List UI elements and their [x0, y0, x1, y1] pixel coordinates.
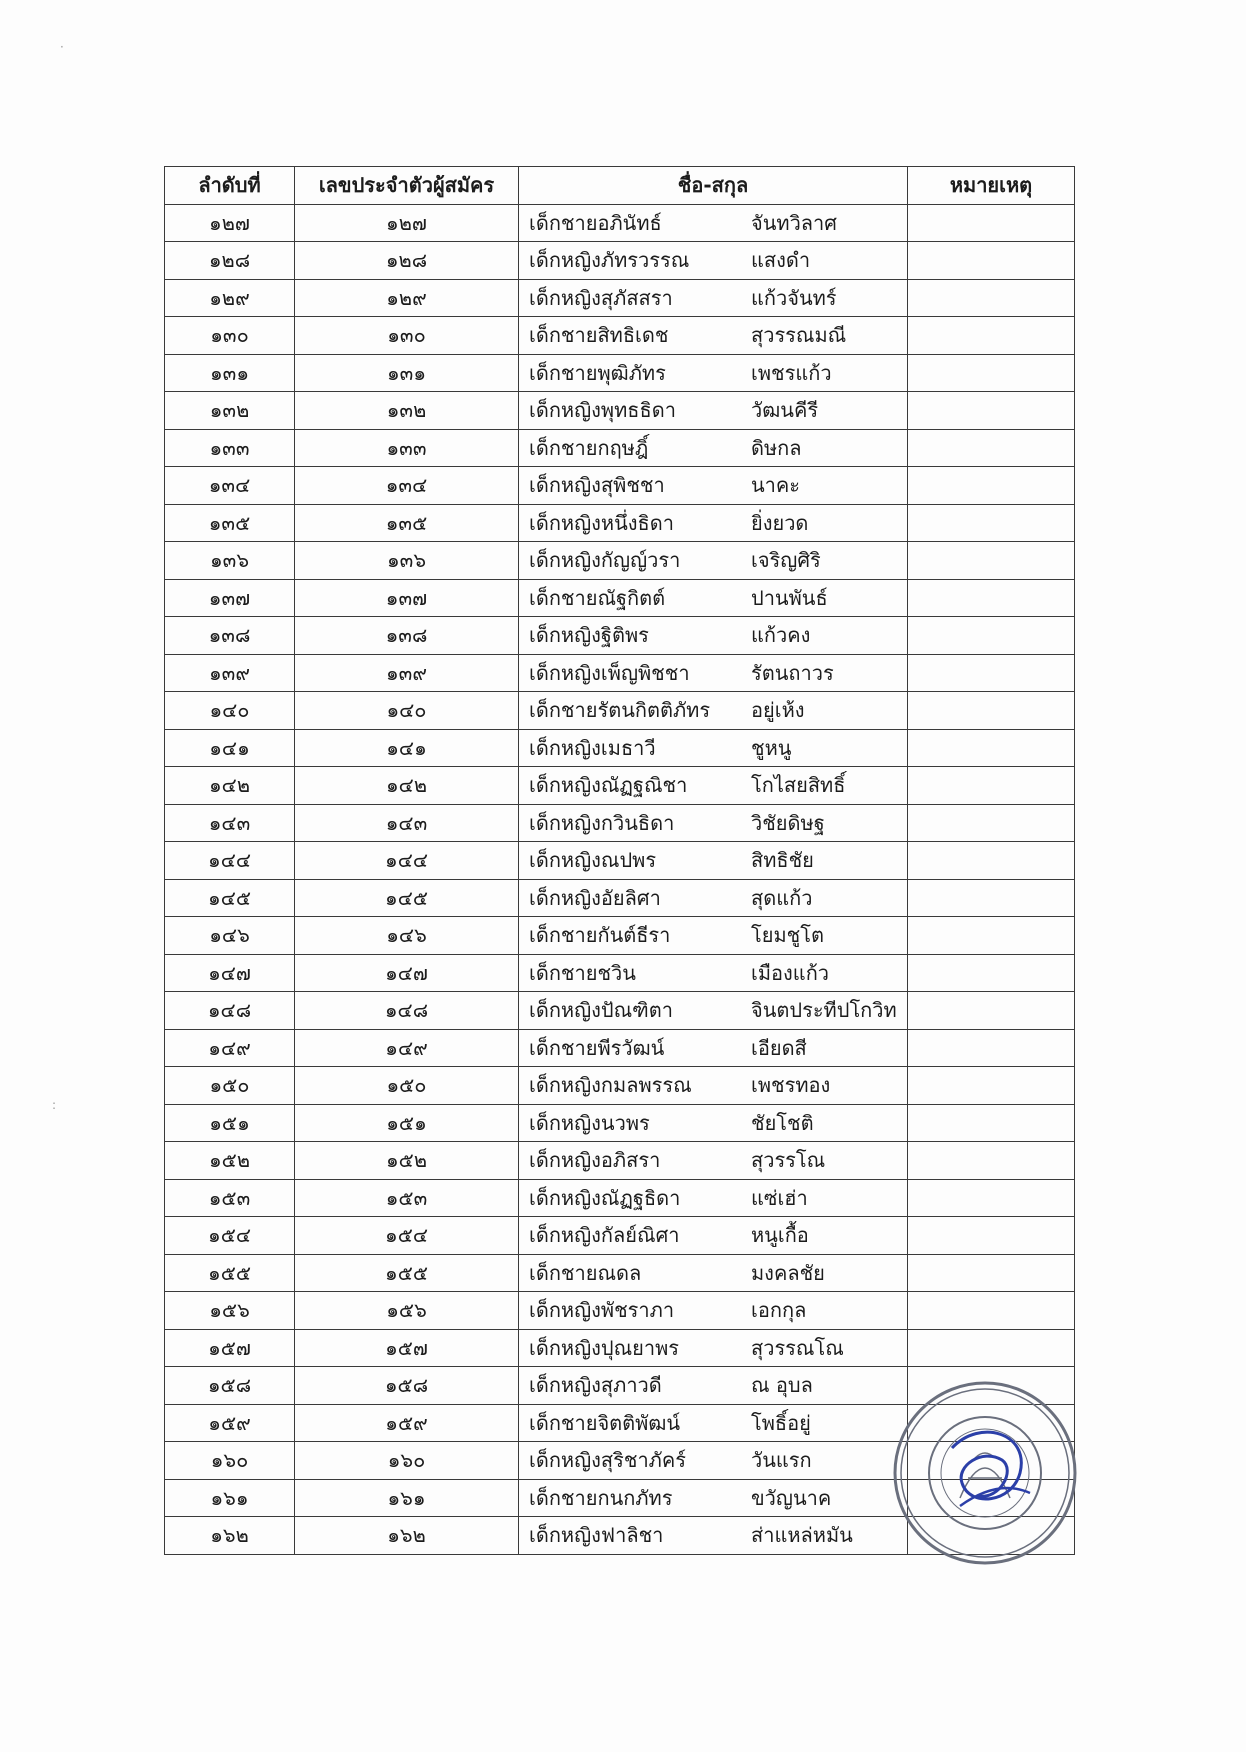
table-row [165, 1329, 1075, 1367]
remarks-cell [908, 1067, 1075, 1105]
table-row [165, 954, 1075, 992]
order-number: ๑๓๔ [165, 467, 295, 505]
last-name: แซ่เฮ่า [751, 1185, 808, 1210]
order-number: ๑๔๔ [165, 842, 295, 880]
table-row [165, 1179, 1075, 1217]
applicant-id: ๑๓๙ [295, 654, 519, 692]
applicant-id: ๑๕๘ [295, 1367, 519, 1405]
full-name-cell [519, 1404, 908, 1442]
remarks-cell [908, 204, 1075, 242]
last-name: เพชรแก้ว [751, 360, 832, 385]
last-name: สุวรรโณ [751, 1148, 826, 1173]
remarks-cell [908, 1029, 1075, 1067]
order-number: ๑๓๖ [165, 542, 295, 580]
order-number: ๑๓๘ [165, 617, 295, 655]
applicant-id: ๑๓๐ [295, 317, 519, 355]
first-name: เด็กหญิงปัณฑิตา [529, 998, 673, 1023]
first-name: เด็กหญิงกวินธิดา [529, 810, 675, 835]
remarks-cell [908, 617, 1075, 655]
table-row [165, 279, 1075, 317]
first-name: เด็กชายชวิน [529, 960, 636, 985]
full-name-cell [519, 879, 908, 917]
last-name: แก้วคง [751, 623, 811, 648]
last-name: หนูเกื้อ [751, 1223, 809, 1248]
applicant-table-wrapper [164, 166, 1074, 1555]
table-row [165, 692, 1075, 730]
remarks-cell [908, 317, 1075, 355]
applicant-id: ๑๔๐ [295, 692, 519, 730]
applicant-id: ๑๒๘ [295, 242, 519, 280]
last-name: ส่าแหล่หมัน [751, 1523, 853, 1548]
order-number: ๑๓๑ [165, 354, 295, 392]
remarks-cell [908, 917, 1075, 955]
full-name-cell [519, 504, 908, 542]
first-name: เด็กชายกนกภัทร [529, 1485, 673, 1510]
last-name: วันแรก [751, 1448, 812, 1473]
order-number: ๑๕๕ [165, 1254, 295, 1292]
last-name: มงคลชัย [751, 1260, 825, 1285]
last-name: ปานพันธ์ [751, 585, 828, 610]
first-name: เด็กหญิงกัลย์ณิศา [529, 1223, 680, 1248]
first-name: เด็กหญิงหนึ่งธิดา [529, 510, 674, 535]
order-number: ๑๓๐ [165, 317, 295, 355]
table-row [165, 1217, 1075, 1255]
first-name: เด็กหญิงอัยลิศา [529, 885, 661, 910]
applicant-id: ๑๕๑ [295, 1104, 519, 1142]
applicant-id: ๑๔๙ [295, 1029, 519, 1067]
remarks-cell [908, 504, 1075, 542]
full-name-cell [519, 1104, 908, 1142]
full-name-cell [519, 1067, 908, 1105]
header-full-name: ชื่อ-สกุล [519, 167, 908, 205]
table-row [165, 617, 1075, 655]
applicant-id: ๑๓๘ [295, 617, 519, 655]
paper-speck: · [60, 40, 64, 54]
order-number: ๑๓๓ [165, 429, 295, 467]
order-number: ๑๕๖ [165, 1292, 295, 1330]
first-name: เด็กหญิงเมธาวี [529, 735, 656, 760]
table-row [165, 654, 1075, 692]
remarks-cell [908, 954, 1075, 992]
first-name: เด็กหญิงกมลพรรณ [529, 1073, 692, 1098]
applicant-id: ๑๕๐ [295, 1067, 519, 1105]
applicant-id: ๑๕๒ [295, 1142, 519, 1180]
last-name: จินตประทีปโกวิท [751, 998, 897, 1023]
order-number: ๑๒๘ [165, 242, 295, 280]
table-row [165, 542, 1075, 580]
order-number: ๑๔๕ [165, 879, 295, 917]
school-seal-stamp [890, 1378, 1080, 1568]
order-number: ๑๓๙ [165, 654, 295, 692]
applicant-id: ๑๕๔ [295, 1217, 519, 1255]
first-name: เด็กหญิงณัฏฐธิดา [529, 1185, 681, 1210]
full-name-cell [519, 654, 908, 692]
full-name-cell [519, 992, 908, 1030]
full-name-cell [519, 804, 908, 842]
order-number: ๑๕๔ [165, 1217, 295, 1255]
table-header-row [165, 167, 1075, 205]
full-name-cell [519, 1029, 908, 1067]
first-name: เด็กหญิงสุริชาภัคร์ [529, 1448, 686, 1473]
full-name-cell [519, 1217, 908, 1255]
table-row [165, 1142, 1075, 1180]
table-row [165, 579, 1075, 617]
last-name: ขวัญนาค [751, 1485, 832, 1510]
remarks-cell [908, 692, 1075, 730]
last-name: อยู่เห้ง [751, 698, 805, 723]
last-name: แสงดำ [751, 248, 811, 273]
first-name: เด็กหญิงกัญญ์วรา [529, 548, 681, 573]
remarks-cell [908, 1254, 1075, 1292]
last-name: ชัยโชติ [751, 1110, 814, 1135]
last-name: วิชัยดิษฐ [751, 810, 825, 835]
order-number: ๑๔๗ [165, 954, 295, 992]
applicant-id: ๑๖๑ [295, 1479, 519, 1517]
first-name: เด็กชายณดล [529, 1260, 642, 1285]
remarks-cell [908, 879, 1075, 917]
last-name: ยิ่งยวด [751, 510, 809, 535]
full-name-cell [519, 729, 908, 767]
first-name: เด็กหญิงภัทรวรรณ [529, 248, 690, 273]
remarks-cell [908, 992, 1075, 1030]
remarks-cell [908, 654, 1075, 692]
last-name: สิทธิชัย [751, 848, 814, 873]
full-name-cell [519, 1479, 908, 1517]
last-name: โยมชูโต [751, 923, 824, 948]
applicant-id: ๑๒๙ [295, 279, 519, 317]
full-name-cell [519, 429, 908, 467]
remarks-cell [908, 467, 1075, 505]
table-row [165, 879, 1075, 917]
order-number: ๑๓๒ [165, 392, 295, 430]
order-number: ๑๓๗ [165, 579, 295, 617]
applicant-id: ๑๕๕ [295, 1254, 519, 1292]
applicant-id: ๑๔๗ [295, 954, 519, 992]
full-name-cell [519, 467, 908, 505]
full-name-cell [519, 1142, 908, 1180]
applicant-id: ๑๔๖ [295, 917, 519, 955]
applicant-id: ๑๔๕ [295, 879, 519, 917]
full-name-cell [519, 1367, 908, 1405]
last-name: เอกกุล [751, 1298, 807, 1323]
order-number: ๑๖๐ [165, 1442, 295, 1480]
remarks-cell [908, 279, 1075, 317]
remarks-cell [908, 767, 1075, 805]
applicant-id: ๑๔๒ [295, 767, 519, 805]
applicant-id: ๑๒๗ [295, 204, 519, 242]
header-applicant-id: เลขประจำตัวผู้สมัคร [295, 167, 519, 205]
last-name: สุวรรณมณี [751, 323, 847, 348]
remarks-cell [908, 579, 1075, 617]
last-name: สุดแก้ว [751, 885, 813, 910]
applicant-table [164, 166, 1075, 1555]
remarks-cell [908, 1329, 1075, 1367]
applicant-id: ๑๕๖ [295, 1292, 519, 1330]
order-number: ๑๕๗ [165, 1329, 295, 1367]
order-number: ๑๔๑ [165, 729, 295, 767]
order-number: ๑๕๒ [165, 1142, 295, 1180]
table-row [165, 317, 1075, 355]
order-number: ๑๕๐ [165, 1067, 295, 1105]
full-name-cell [519, 392, 908, 430]
first-name: เด็กชายสิทธิเดช [529, 323, 669, 348]
first-name: เด็กหญิงณปพร [529, 848, 657, 873]
order-number: ๑๔๘ [165, 992, 295, 1030]
last-name: นาคะ [751, 473, 801, 498]
table-row [165, 354, 1075, 392]
last-name: เพชรทอง [751, 1073, 831, 1098]
first-name: เด็กหญิงฟาลิชา [529, 1523, 664, 1548]
last-name: แก้วจันทร์ [751, 285, 837, 310]
order-number: ๑๔๐ [165, 692, 295, 730]
applicant-id: ๑๕๓ [295, 1179, 519, 1217]
order-number: ๑๒๙ [165, 279, 295, 317]
table-row [165, 1254, 1075, 1292]
paper-speck: : [52, 1098, 57, 1112]
order-number: ๑๖๑ [165, 1479, 295, 1517]
remarks-cell [908, 1217, 1075, 1255]
last-name: จันทวิลาศ [751, 210, 837, 235]
table-row [165, 242, 1075, 280]
table-body [165, 204, 1075, 1554]
last-name: เมืองแก้ว [751, 960, 830, 985]
first-name: เด็กชายณัฐกิตต์ [529, 585, 666, 610]
full-name-cell [519, 204, 908, 242]
remarks-cell [908, 729, 1075, 767]
applicant-id: ๑๔๓ [295, 804, 519, 842]
table-row [165, 1104, 1075, 1142]
order-number: ๑๕๘ [165, 1367, 295, 1405]
first-name: เด็กหญิงนวพร [529, 1110, 650, 1135]
order-number: ๑๖๒ [165, 1517, 295, 1555]
order-number: ๑๕๙ [165, 1404, 295, 1442]
first-name: เด็กหญิงอภิสรา [529, 1148, 661, 1173]
full-name-cell [519, 542, 908, 580]
remarks-cell [908, 429, 1075, 467]
first-name: เด็กหญิงพุทธธิดา [529, 398, 676, 423]
applicant-id: ๑๕๗ [295, 1329, 519, 1367]
first-name: เด็กชายพุฒิภัทร [529, 360, 666, 385]
table-row [165, 204, 1075, 242]
full-name-cell [519, 954, 908, 992]
full-name-cell [519, 617, 908, 655]
applicant-id: ๑๓๔ [295, 467, 519, 505]
table-row [165, 767, 1075, 805]
full-name-cell [519, 1442, 908, 1480]
applicant-id: ๑๔๔ [295, 842, 519, 880]
first-name: เด็กหญิงปุณยาพร [529, 1335, 680, 1360]
last-name: วัฒนคีรี [751, 398, 819, 423]
applicant-id: ๑๕๙ [295, 1404, 519, 1442]
last-name: เจริญศิริ [751, 548, 821, 573]
last-name: สุวรรณโณ [751, 1335, 844, 1360]
remarks-cell [908, 392, 1075, 430]
table-row [165, 804, 1075, 842]
full-name-cell [519, 579, 908, 617]
applicant-id: ๑๔๑ [295, 729, 519, 767]
full-name-cell [519, 279, 908, 317]
remarks-cell [908, 1292, 1075, 1330]
full-name-cell [519, 767, 908, 805]
table-row [165, 1292, 1075, 1330]
first-name: เด็กหญิงพัชราภา [529, 1298, 675, 1323]
order-number: ๑๔๖ [165, 917, 295, 955]
last-name: ชูหนู [751, 735, 792, 760]
first-name: เด็กชายอภินัทธ์ [529, 210, 662, 235]
first-name: เด็กหญิงสุภัสสรา [529, 285, 673, 310]
full-name-cell [519, 242, 908, 280]
last-name: ณ อุบล [751, 1373, 813, 1398]
remarks-cell [908, 1179, 1075, 1217]
full-name-cell [519, 354, 908, 392]
last-name: รัตนถาวร [751, 660, 834, 685]
table-row [165, 467, 1075, 505]
full-name-cell [519, 317, 908, 355]
first-name: เด็กชายรัตนกิตติภัทร [529, 698, 711, 723]
table-row [165, 992, 1075, 1030]
last-name: เอียดสี [751, 1035, 807, 1060]
first-name: เด็กชายกันต์ธีรา [529, 923, 671, 948]
table-row [165, 842, 1075, 880]
applicant-id: ๑๓๗ [295, 579, 519, 617]
first-name: เด็กหญิงฐิติพร [529, 623, 649, 648]
table-row [165, 1067, 1075, 1105]
applicant-id: ๑๓๖ [295, 542, 519, 580]
last-name: ดิษกล [751, 435, 802, 460]
applicant-id: ๑๓๓ [295, 429, 519, 467]
first-name: เด็กชายกฤษฎิ์ [529, 435, 649, 460]
remarks-cell [908, 1142, 1075, 1180]
full-name-cell [519, 842, 908, 880]
full-name-cell [519, 1329, 908, 1367]
last-name: โกไสยสิทธิ์ [751, 773, 846, 798]
remarks-cell [908, 1104, 1075, 1142]
full-name-cell [519, 1179, 908, 1217]
applicant-id: ๑๓๒ [295, 392, 519, 430]
table-row [165, 429, 1075, 467]
table-row [165, 1029, 1075, 1067]
first-name: เด็กหญิงสุภาวดี [529, 1373, 662, 1398]
header-order: ลำดับที่ [165, 167, 295, 205]
first-name: เด็กชายพีรวัฒน์ [529, 1035, 665, 1060]
applicant-id: ๑๖๐ [295, 1442, 519, 1480]
last-name: โพธิ์อยู่ [751, 1410, 811, 1435]
order-number: ๑๕๓ [165, 1179, 295, 1217]
order-number: ๑๒๗ [165, 204, 295, 242]
header-remarks: หมายเหตุ [908, 167, 1075, 205]
full-name-cell [519, 917, 908, 955]
full-name-cell [519, 1517, 908, 1555]
applicant-id: ๑๓๑ [295, 354, 519, 392]
first-name: เด็กหญิงสุพิชชา [529, 473, 665, 498]
applicant-id: ๑๓๕ [295, 504, 519, 542]
remarks-cell [908, 542, 1075, 580]
first-name: เด็กชายจิตติพัฒน์ [529, 1410, 681, 1435]
table-row [165, 392, 1075, 430]
full-name-cell [519, 692, 908, 730]
order-number: ๑๔๓ [165, 804, 295, 842]
full-name-cell [519, 1254, 908, 1292]
first-name: เด็กหญิงเพ็ญพิชชา [529, 660, 690, 685]
remarks-cell [908, 842, 1075, 880]
table-row [165, 504, 1075, 542]
order-number: ๑๕๑ [165, 1104, 295, 1142]
first-name: เด็กหญิงณัฏฐณิชา [529, 773, 688, 798]
applicant-id: ๑๖๒ [295, 1517, 519, 1555]
applicant-id: ๑๔๘ [295, 992, 519, 1030]
order-number: ๑๔๒ [165, 767, 295, 805]
table-row [165, 729, 1075, 767]
table-row [165, 917, 1075, 955]
order-number: ๑๓๕ [165, 504, 295, 542]
remarks-cell [908, 354, 1075, 392]
remarks-cell [908, 242, 1075, 280]
remarks-cell [908, 804, 1075, 842]
full-name-cell [519, 1292, 908, 1330]
order-number: ๑๔๙ [165, 1029, 295, 1067]
